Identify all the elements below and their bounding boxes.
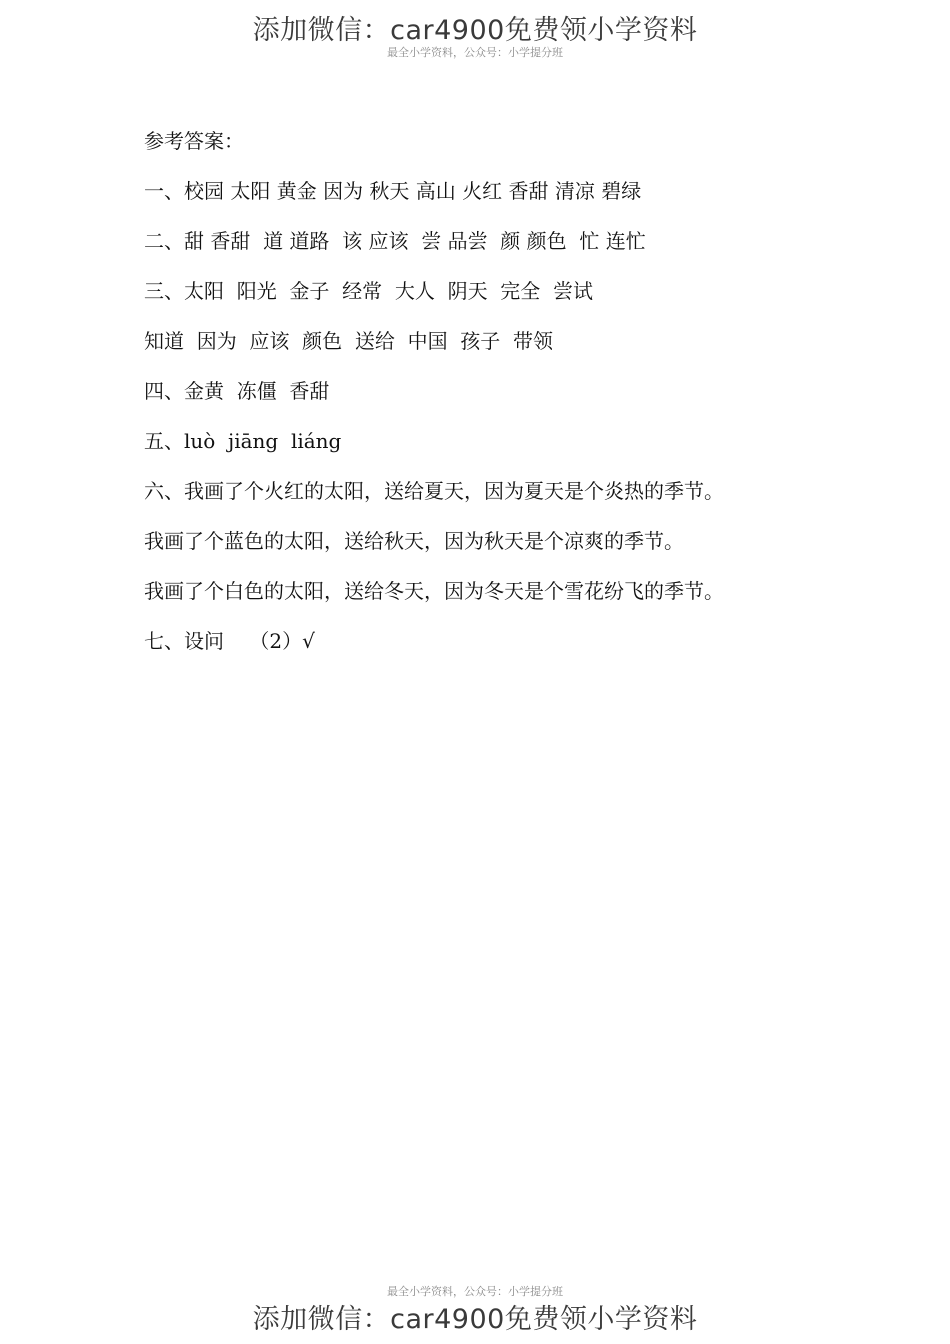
answer-line-1: 一、校园 太阳 黄金 因为 秋天 高山 火红 香甜 清凉 碧绿 bbox=[144, 179, 642, 203]
answer-line-7: 七、设问 （2）√ bbox=[144, 629, 315, 653]
footer-subtext: 最全小学资料，公众号：小学提分班 bbox=[387, 1285, 563, 1298]
answer-line-5: 五、luò jiāng liáng bbox=[144, 429, 342, 453]
answer-line-2: 二、甜 香甜 道 道路 该 应该 尝 品尝 颜 颜色 忙 连忙 bbox=[144, 229, 646, 253]
answer-section bbox=[144, 124, 824, 674]
answer-line-6-cont-2: 我画了个白色的太阳，送给冬天，因为冬天是个雪花纷飞的季节。 bbox=[144, 579, 724, 603]
answer-heading: 参考答案： bbox=[144, 129, 244, 153]
header-subtext: 最全小学资料，公众号：小学提分班 bbox=[387, 46, 563, 59]
answer-line-6-cont-1: 我画了个蓝色的太阳，送给秋天，因为秋天是个凉爽的季节。 bbox=[144, 529, 684, 553]
answer-line-4: 四、金黄 冻僵 香甜 bbox=[144, 379, 330, 403]
answer-line-6: 六、我画了个火红的太阳，送给夏天，因为夏天是个炎热的季节。 bbox=[144, 479, 724, 503]
header-watermark: 添加微信：car4900免费领小学资料 bbox=[252, 15, 698, 46]
answer-line-3-cont: 知道 因为 应该 颜色 送给 中国 孩子 带领 bbox=[144, 329, 554, 353]
answer-line-3: 三、太阳 阳光 金子 经常 大人 阴天 完全 尝试 bbox=[144, 279, 594, 303]
footer-watermark: 添加微信：car4900免费领小学资料 bbox=[252, 1304, 698, 1335]
